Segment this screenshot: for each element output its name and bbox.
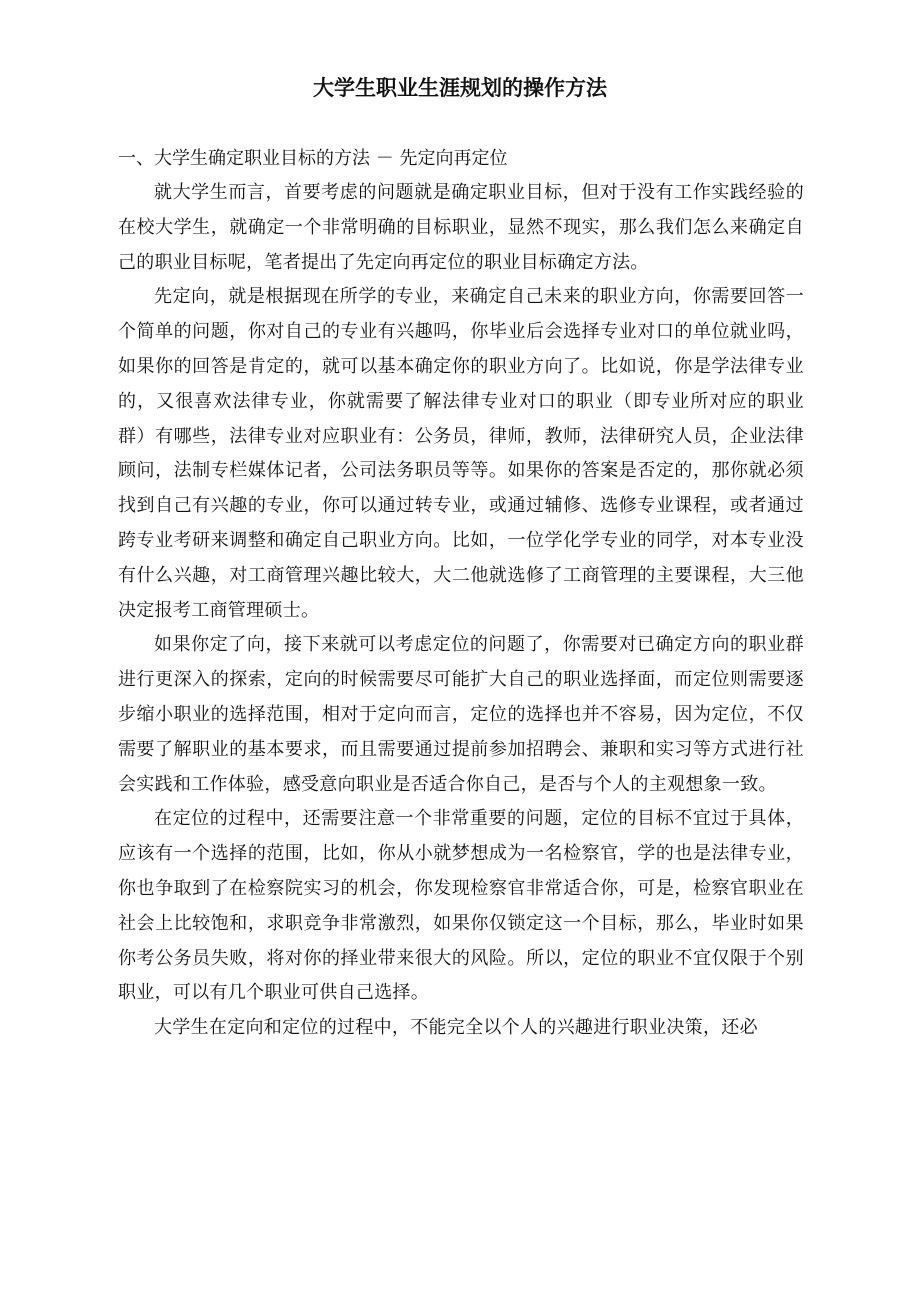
document-body: [118, 142, 804, 1046]
paragraph-3: 如果你定了向，接下来就可以考虑定位的问题了，你需要对已确定方向的职业群进行更深入的探索，定向的时候需要尽可能扩大自己的职业选择面，而定位则需要逐步缩小职业的选择范围，相对于定向而言，定位的选择也并不容易，因为定位，不仅需要了解职业的基本要求，而且需要通过提前参加招聘会、兼职和实习等方式进行社会实践和工作体验，感受意向职业是否适合你自己，是否与个人的主观想象一致。: [118, 634, 804, 795]
document-title: 大学生职业生涯规划的操作方法: [313, 76, 607, 100]
paragraph-2: 先定向，就是根据现在所学的专业，来确定自己未来的职业方向，你需要回答一个简单的问题，你对自己的专业有兴趣吗，你毕业后会选择专业对口的单位就业吗，如果你的回答是肯定的，就可以基本确定你的职业方向了。比如说，你是学法律专业的，又很喜欢法律专业，你就需要了解法律专业对口的职业（即专业所对应的职业群）有哪些，法律专业对应职业有：公务员，律师，教师，法律研究人员，企业法律顾问，法制专栏媒体记者，公司法务职员等等。如果你的答案是否定的，那你就必须找到自己有兴趣的专业，你可以通过转专业，或通过辅修、选修专业课程，或者通过跨专业考研来调整和确定自己职业方向。比如，一位学化学专业的同学，对本专业没有什么兴趣，对工商管理兴趣比较大，大二他就选修了工商管理的主要课程，大三他决定报考工商管理硕士。: [118, 286, 804, 621]
section-heading: 一、大学生确定职业目标的方法 － 先定向再定位: [118, 148, 508, 169]
paragraph-5: 大学生在定向和定位的过程中，不能完全以个人的兴趣进行职业决策，还必: [154, 1017, 758, 1039]
paragraph-1: 就大学生而言，首要考虑的问题就是确定职业目标，但对于没有工作实践经验的在校大学生，就确定一个非常明确的目标职业，显然不现实，那么我们怎么来确定自己的职业目标呢，笔者提出了先定向再定位的职业目标确定方法。: [118, 182, 804, 273]
paragraph-4: 在定位的过程中，还需要注意一个非常重要的问题，定位的目标不宜过于具体，应该有一个选择的范围，比如，你从小就梦想成为一名检察官，学的也是法律专业，你也争取到了在检察院实习的机会，你发现检察官非常适合你，可是，检察官职业在社会上比较饱和，求职竞争非常激烈，如果你仅锁定这一个目标，那么，毕业时如果你考公务员失败，将对你的择业带来很大的风险。所以，定位的职业不宜仅限于个别职业，可以有几个职业可供自己选择。: [118, 808, 804, 1004]
